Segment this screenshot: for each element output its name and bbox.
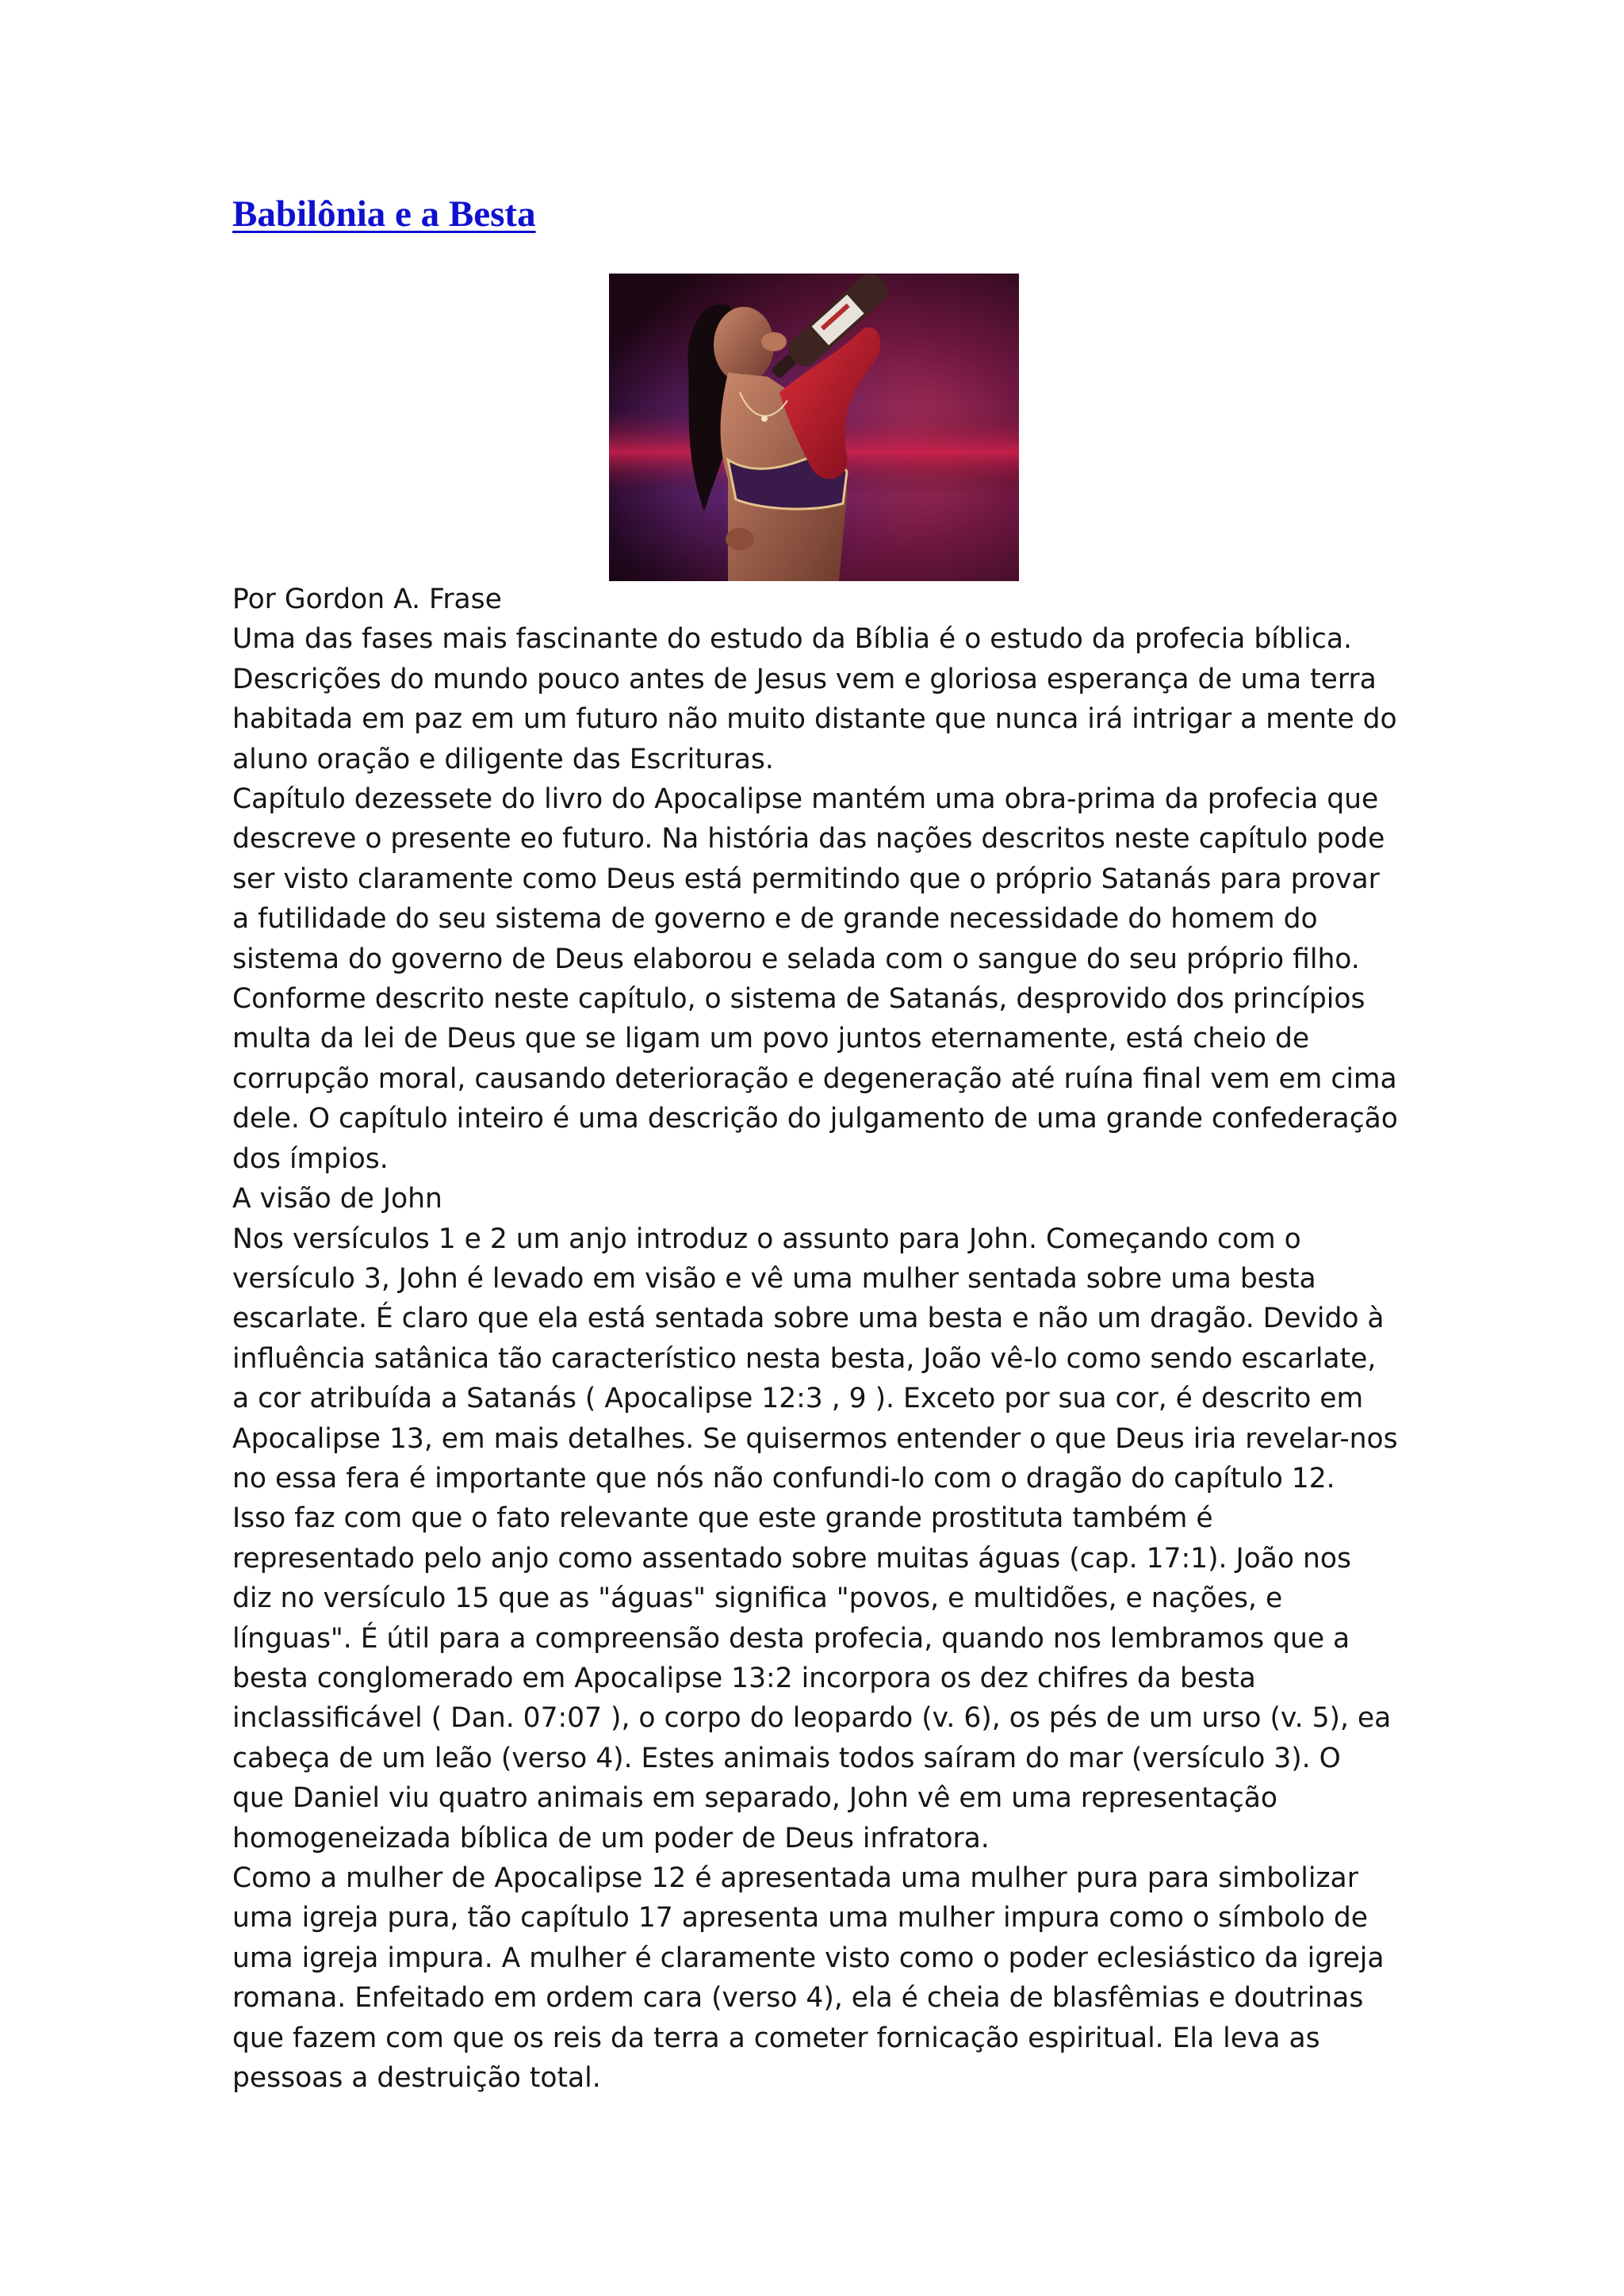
paragraph-many-waters: Isso faz com que o fato relevante que este grande prostituta também é representado pelo anjo como assentado sobre muitas águas (cap. 17:1). João nos diz no versículo 15 que as "águas" significa "povos, e multidões, e nações, e línguas". É útil para a compreensão desta profecia, quando nos lembramos que a besta conglomerado em Apocalipse 13:2 incorpora os dez chifres da besta inclassificável ( Dan. 07:07 ), o corpo do leopardo (v. 6), os pés de um urso (v. 5), ea cabeça de um leão (verso 4). Estes animais todos saíram do mar (versículo 3). O que Daniel viu quatro animais em separado, John vê em uma representação homogeneizada bíblica de um poder de Deus infratora.	[232, 1502, 1392, 1854]
section-heading-john-vision: A visão de John	[232, 1183, 442, 1215]
paragraph-satan-system: Conforme descrito neste capítulo, o sistema de Satanás, desprovido dos princípios multa da lei de Deus que se ligam um povo juntos eternamente, está cheio de corrupção moral, causando deterioração e degeneração até ruína final vem em cima dele. O capítulo inteiro é uma descrição do julgamento de uma grande confederação dos ímpios.	[232, 983, 1398, 1175]
paragraph-verses: Nos versículos 1 e 2 um anjo introduz o assunto para John. Começando com o versículo 3, John é levado em visão e vê uma mulher sentada sobre uma besta escarlate. É claro que ela está sentada sobre uma besta e não um dragão. Devido à influência satânica tão característico nesta besta, João vê-lo como sendo escarlate, a cor atribuída a Satanás ( Apocalipse 12:3 , 9 ). Exceto por sua cor, é descrito em Apocalipse 13, em mais detalhes. Se quisermos entender o que Deus iria revelar-nos no essa fera é importante que nós não confundi-lo com o dragão do capítulo 12.	[232, 1223, 1398, 1494]
article-body	[232, 580, 1398, 2098]
article-title-link[interactable]: Babilônia e a Besta	[232, 193, 536, 235]
paragraph-intro: Uma das fases mais fascinante do estudo da Bíblia é o estudo da profecia bíblica. Descrições do mundo pouco antes de Jesus vem e gloriosa esperança de uma terra habitada em paz em um futuro não muito distante que nunca irá intrigar a mente do aluno oração e diligente das Escrituras.	[232, 623, 1397, 775]
hand-shape	[761, 332, 787, 351]
author-line: Por Gordon A. Frase	[232, 584, 502, 615]
article-illustration	[609, 274, 1019, 581]
paragraph-chapter-seventeen: Capítulo dezessete do livro do Apocalipse mantém uma obra-prima da profecia que descreve o presente eo futuro. Na história das nações descritos neste capítulo pode ser visto claramente como Deus está permitindo que o próprio Satanás para provar a futilidade do seu sistema de governo e de grande necessidade do homem do sistema do governo de Deus elaborou e selada com o sangue do seu próprio filho.	[232, 783, 1385, 975]
paragraph-impure-woman: Como a mulher de Apocalipse 12 é apresentada uma mulher pura para simbolizar uma igreja pura, tão capítulo 17 apresenta uma mulher impura como o símbolo de uma igreja impura. A mulher é claramente visto como o poder eclesiástico da igreja romana. Enfeitado em ordem cara (verso 4), ela é cheia de blasfêmias e doutrinas que fazem com que os reis da terra a cometer fornicação espiritual. Ela leva as pessoas a destruição total.	[232, 1862, 1385, 2095]
